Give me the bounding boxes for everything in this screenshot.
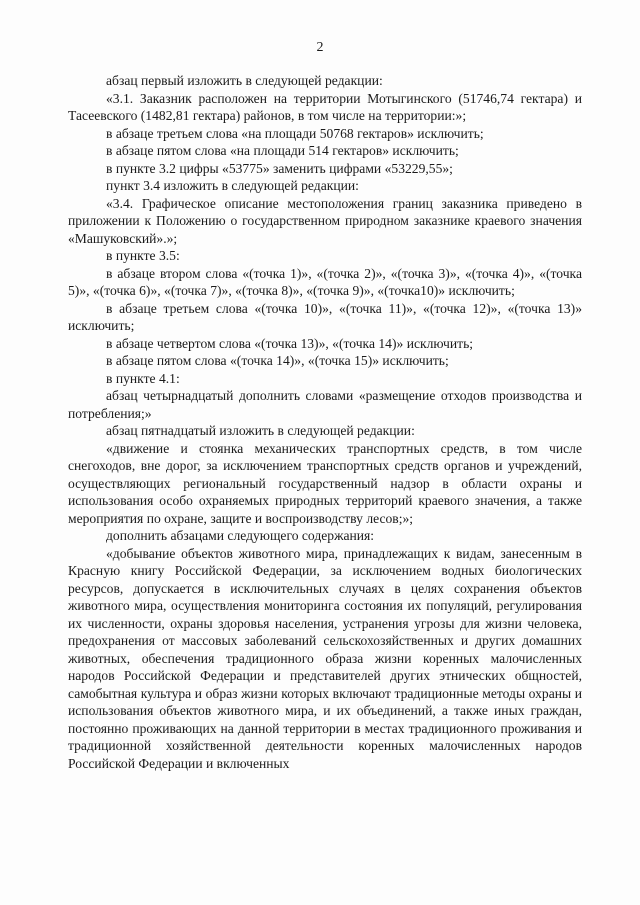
page-number: 2 bbox=[316, 40, 324, 55]
paragraph: «движение и стоянка механических транспортных средств, в том числе снегоходов, вне дорог, за исключением транспортных средств органов и учреждений, осуществляющих региональный государственный надзор в области охраны и использования особо охраняемых природных территорий краевого значения, а также мероприятия по охране, защите и воспроизводству лесов;»; bbox=[68, 440, 582, 526]
paragraph: в абзаце втором слова «(точка 1)», «(точка 2)», «(точка 3)», «(точка 4)», «(точка 5)», «(точка 6)», «(точка 7)», «(точка 8)», «(точка 9)», «(точка10)» исключить; bbox=[68, 265, 582, 298]
paragraph: дополнить абзацами следующего содержания: bbox=[106, 528, 375, 543]
paragraph: «3.1. Заказник расположен на территории Мотыгинского (51746,74 гектара) и Тасеевского (1482,81 гектара) районов, в том числе на территории:»; bbox=[68, 90, 582, 123]
paragraph: в абзаце четвертом слова «(точка 13)», «(точка 14)» исключить; bbox=[106, 335, 474, 351]
paragraph: в абзаце пятом слова «(точка 14)», «(точка 15)» исключить; bbox=[106, 353, 449, 368]
paragraph: в абзаце пятом слова «на площади 514 гектаров» исключить; bbox=[106, 143, 459, 158]
paragraph: в пункте 3.2 цифры «53775» заменить цифрами «53229,55»; bbox=[106, 160, 453, 176]
paragraph: «добывание объектов животного мира, принадлежащих к видам, занесенным в Красную книгу Российской Федерации, за исключением водных биологических ресурсов, допускается в исключительных случаях в целях сохранения объектов животного мира, осуществления мониторинга состояния их популяций, регулирования их численности, охраны здоровья населения, устранения угрозы для жизни человека, предохранения от массовых заболеваний сельскохозяйственных и других домашних животных, обеспечения традиционного образа жизни коренных малочисленных народов Российской Федерации и представителей других этнических общностей, самобытная культура и образ жизни которых включают традиционные методы охраны и использования объектов животного мира, и их объединений, а также иных граждан, постоянно проживающих на данной территории в местах традиционного проживания и традиционной хозяйственной деятельности коренных малочисленных народов Российской Федерации и включенных bbox=[68, 545, 582, 771]
paragraph: в абзаце третьем слова «(точка 10)», «(точка 11)», «(точка 12)», «(точка 13)» исключить; bbox=[68, 300, 582, 333]
paragraph: в пункте 4.1: bbox=[106, 370, 180, 386]
paragraph: в абзаце третьем слова «на площади 50768 гектаров» исключить; bbox=[106, 125, 484, 141]
document-body bbox=[68, 72, 582, 772]
paragraph: абзац пятнадцатый изложить в следующей редакции: bbox=[106, 423, 415, 438]
paragraph: абзац первый изложить в следующей редакции: bbox=[106, 73, 383, 88]
paragraph: пункт 3.4 изложить в следующей редакции: bbox=[106, 178, 359, 193]
paragraph: в пункте 3.5: bbox=[106, 248, 180, 263]
paragraph: абзац четырнадцатый дополнить словами «размещение отходов производства и потребления;» bbox=[68, 388, 582, 421]
paragraph: «3.4. Графическое описание местоположения границ заказника приведено в приложении к Положению о государственном природном заказнике краевого значения «Машуковский».»; bbox=[68, 195, 582, 246]
